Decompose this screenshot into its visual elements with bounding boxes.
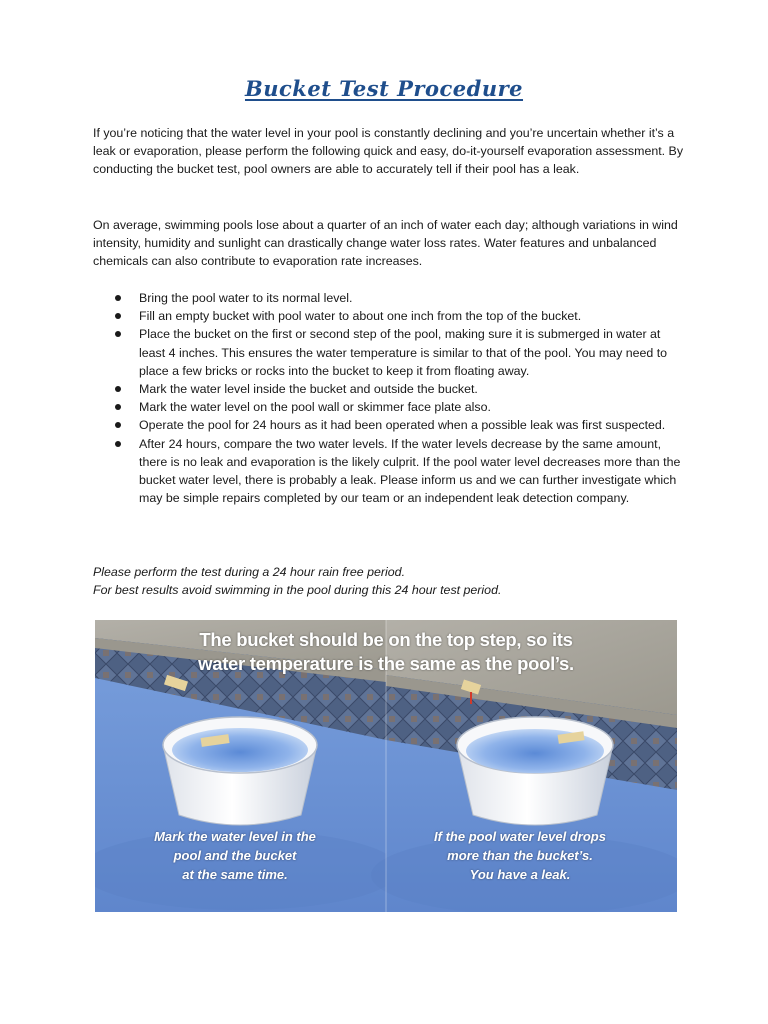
note-rain-free: Please perform the test during a 24 hour rain free period.	[93, 565, 406, 579]
illustration-right-caption	[420, 827, 620, 884]
caption-line: Mark the water level in the	[154, 829, 316, 844]
list-item	[93, 289, 683, 307]
intro-paragraph: If you’re noticing that the water level in your pool is constantly declining and you’re uncertain whether it’s a leak or evaporation, please perform the following quick and easy, do-it-yourself evaporation assessment. By conducting the bucket test, pool owners are able to accurately tell if their pool has a leak.	[93, 126, 684, 177]
bullet-icon	[115, 441, 121, 447]
caption-line: water temperature is the same as the pool’s.	[198, 653, 574, 674]
left-bucket-icon	[163, 717, 317, 825]
caption-line: more than the bucket’s.	[447, 848, 593, 863]
right-bucket-icon	[457, 717, 613, 825]
illustration-left-caption	[135, 827, 335, 884]
bullet-icon	[115, 404, 121, 410]
note-no-swimming: For best results avoid swimming in the pool during this 24 hour test period.	[93, 583, 502, 598]
list-item	[93, 325, 683, 380]
caption-line: at the same time.	[182, 867, 288, 882]
caption-line: You have a leak.	[469, 867, 571, 882]
step-text: Bring the pool water to its normal level.	[139, 291, 353, 305]
procedure-steps-list	[93, 289, 683, 507]
list-item	[93, 416, 683, 434]
test-notes	[93, 563, 693, 599]
page-title: Bucket Test Procedure	[244, 76, 524, 101]
list-item	[93, 307, 683, 325]
illustration-top-caption	[95, 628, 677, 676]
bullet-icon	[115, 313, 121, 319]
caption-line: The bucket should be on the top step, so its	[199, 629, 573, 650]
bullet-icon	[115, 295, 121, 301]
caption-line: If the pool water level drops	[434, 829, 606, 844]
bucket-test-illustration	[95, 620, 677, 912]
step-text: After 24 hours, compare the two water levels. If the water levels decrease by the same amount, there is no leak and evaporation is the likely culprit. If the pool water level decreases more than the bucket water level, there is probably a leak. Please inform us and we can further investigate which may be simple repairs completed by our team or an independent leak detection company.	[139, 436, 681, 506]
step-text: Fill an empty bucket with pool water to about one inch from the top of the bucket.	[139, 309, 582, 324]
step-text: Mark the water level inside the bucket and outside the bucket.	[139, 382, 478, 397]
evaporation-paragraph: On average, swimming pools lose about a quarter of an inch of water each day; although variations in wind intensity, humidity and sunlight can drastically change water loss rates. Water features and unbalanced chemicals can also contribute to evaporation rate increases.	[93, 218, 678, 269]
list-item	[93, 435, 683, 508]
bullet-icon	[115, 331, 121, 337]
step-text: Operate the pool for 24 hours as it had been operated when a possible leak was first suspected.	[139, 418, 666, 433]
step-text: Place the bucket on the first or second step of the pool, making sure it is submerged in water at least 4 inches. This ensures the water temperature is similar to that of the pool. You may need to place a few bricks or rocks into the bucket to keep it from floating away.	[139, 327, 668, 378]
list-item	[93, 380, 683, 398]
list-item	[93, 398, 683, 416]
bullet-icon	[115, 386, 121, 392]
caption-line: pool and the bucket	[173, 848, 297, 863]
step-text: Mark the water level on the pool wall or skimmer face plate also.	[139, 400, 491, 415]
bullet-icon	[115, 422, 121, 428]
